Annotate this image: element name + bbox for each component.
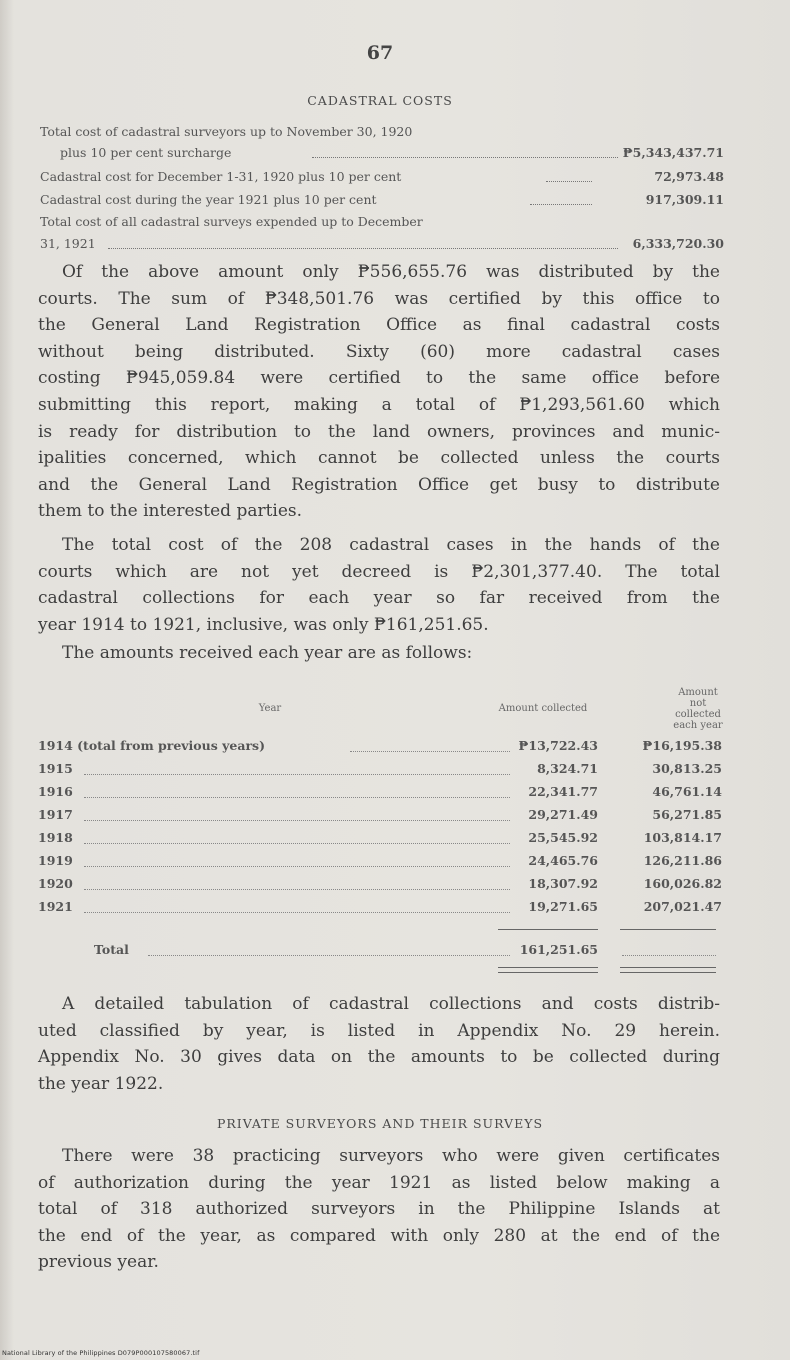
row-amount-not-collected: 30,813.25 <box>652 761 722 776</box>
row-amount-not-collected: 160,026.82 <box>643 876 722 891</box>
leader-dots <box>350 751 510 752</box>
row-year: 1917 <box>38 807 73 822</box>
scan-footer: National Library of the Philippines D079P000107580067.tif <box>2 1349 200 1357</box>
text-line: the General Land Registration Office as final cadastral costs <box>38 315 720 336</box>
table-row <box>38 876 722 898</box>
text-line: without being distributed. Sixty (60) more cadastral cases <box>38 341 720 362</box>
text-line: is ready for distribution to the land owners, provinces and munic- <box>38 421 720 442</box>
cost-line-text: Total cost of cadastral surveyors up to November 30, 1920 <box>40 124 413 139</box>
row-amount-collected: 29,271.49 <box>528 807 598 822</box>
row-year: 1921 <box>38 899 73 914</box>
row-amount-not-collected: 46,761.14 <box>652 784 722 799</box>
table-row <box>38 738 722 760</box>
row-amount-collected: ₱13,722.43 <box>518 738 598 753</box>
row-amount-not-collected: 207,021.47 <box>643 899 722 914</box>
row-amount-not-collected: 103,814.17 <box>643 830 722 845</box>
cost-line-amount: 6,333,720.30 <box>632 236 724 251</box>
paragraph-private-surveyors <box>38 1143 720 1276</box>
table-header-amount-not-collected: Amount not collected each year <box>673 687 723 731</box>
text-line: There were 38 practicing surveyors who were given certificates <box>62 1146 720 1166</box>
leader-dots <box>530 204 592 205</box>
leader-dots <box>108 248 618 249</box>
table-header-amount-collected: Amount collected <box>498 703 588 714</box>
table-row <box>38 807 722 829</box>
text-line: uted classified by year, is listed in Appendix No. 29 herein. <box>38 1020 720 1041</box>
double-rule <box>498 972 598 973</box>
cost-line-text: Cadastral cost during the year 1921 plus 10 per cent <box>40 192 377 207</box>
cost-line <box>40 169 724 189</box>
cost-line <box>40 214 724 256</box>
text-line: The total cost of the 208 cadastral cases in the hands of the <box>62 535 720 555</box>
leader-dots <box>312 157 618 158</box>
cost-line-amount: 72,973.48 <box>654 169 724 184</box>
row-amount-not-collected: 56,271.85 <box>652 807 722 822</box>
row-amount-collected: 25,545.92 <box>528 830 598 845</box>
text-line: Of the above amount only ₱556,655.76 was distributed by the <box>62 262 720 282</box>
row-amount-not-collected: 126,211.86 <box>643 853 722 868</box>
text-line: year 1914 to 1921, inclusive, was only ₱161,251.65. <box>38 614 489 635</box>
section-title-cadastral-costs: CADASTRAL COSTS <box>307 93 453 108</box>
double-rule <box>620 967 716 968</box>
text-line: ipalities concerned, which cannot be collected unless the courts <box>38 448 720 469</box>
row-amount-collected: 8,324.71 <box>537 761 598 776</box>
cost-line-amount: ₱5,343,437.71 <box>622 145 724 160</box>
row-amount-collected: 22,341.77 <box>528 784 598 799</box>
row-year: 1918 <box>38 830 73 845</box>
text-line: them to the interested parties. <box>38 501 303 522</box>
paragraph-distribution <box>38 259 720 525</box>
row-year: 1915 <box>38 761 73 776</box>
text-line: A detailed tabulation of cadastral collections and costs distrib- <box>62 994 720 1014</box>
text-line: and the General Land Registration Office get busy to distribute <box>38 474 720 495</box>
row-amount-collected: 24,465.76 <box>528 853 598 868</box>
text-line: the year 1922. <box>38 1073 164 1094</box>
cost-line-text: Cadastral cost for December 1-31, 1920 plus 10 per cent <box>40 169 402 184</box>
row-year: 1920 <box>38 876 73 891</box>
leader-dots <box>84 774 510 775</box>
total-label: Total <box>94 942 129 957</box>
section-title-private-surveyors: PRIVATE SURVEYORS AND THEIR SURVEYS <box>216 1116 544 1131</box>
row-year: 1916 <box>38 784 73 799</box>
text-line: costing ₱945,059.84 were certified to the same office before <box>38 368 720 389</box>
paragraph-appendix <box>38 991 720 1097</box>
page-number: 67 <box>366 42 394 64</box>
row-amount-not-collected: ₱16,195.38 <box>642 738 722 753</box>
text-line: previous year. <box>38 1252 159 1273</box>
double-rule <box>498 967 598 968</box>
paragraph-total-cost <box>38 532 720 638</box>
leader-dots <box>84 797 510 798</box>
row-amount-collected: 19,271.65 <box>528 899 598 914</box>
leader-dots <box>622 955 716 956</box>
double-rule <box>620 972 716 973</box>
table-total-row <box>38 942 722 964</box>
row-amount-collected: 18,307.92 <box>528 876 598 891</box>
leader-dots <box>84 866 510 867</box>
text-line: the end of the year, as compared with only 280 at the end of the <box>38 1225 720 1246</box>
total-amount-collected: 161,251.65 <box>519 942 598 957</box>
leader-dots <box>84 912 510 913</box>
cost-line-continuation: plus 10 per cent surcharge <box>60 145 232 160</box>
text-line: of authorization during the year 1921 as listed below making a <box>38 1172 720 1193</box>
table-row <box>38 830 722 852</box>
leader-dots <box>84 820 510 821</box>
leader-dots <box>84 843 510 844</box>
table-row <box>38 853 722 875</box>
cost-line <box>40 124 724 164</box>
table-header-year: Year <box>258 703 282 714</box>
text-line: Appendix No. 30 gives data on the amounts to be collected during <box>38 1047 720 1068</box>
table-row <box>38 899 722 921</box>
leader-dots <box>84 889 510 890</box>
sum-rule <box>620 929 716 930</box>
sum-rule <box>498 929 598 930</box>
cost-line-continuation: 31, 1921 <box>40 236 96 251</box>
leader-dots <box>148 955 510 956</box>
text-line: total of 318 authorized surveyors in the Philippine Islands at <box>38 1199 720 1220</box>
row-year: 1919 <box>38 853 73 868</box>
text-line: cadastral collections for each year so far received from the <box>38 588 720 609</box>
leader-dots <box>546 181 592 182</box>
table-row <box>38 784 722 806</box>
text-line: courts. The sum of ₱348,501.76 was certified by this office to <box>38 288 720 309</box>
paragraph-intro-table: The amounts received each year are as follows: <box>62 643 473 663</box>
text-line: courts which are not yet decreed is ₱2,301,377.40. The total <box>38 561 720 582</box>
cost-line <box>40 192 724 212</box>
cost-line-amount: 917,309.11 <box>645 192 724 207</box>
row-year: 1914 (total from previous years) <box>38 738 265 753</box>
text-line: submitting this report, making a total of ₱1,293,561.60 which <box>38 394 720 415</box>
table-row <box>38 761 722 783</box>
cost-line-text: Total cost of all cadastral surveys expended up to December <box>40 214 423 229</box>
